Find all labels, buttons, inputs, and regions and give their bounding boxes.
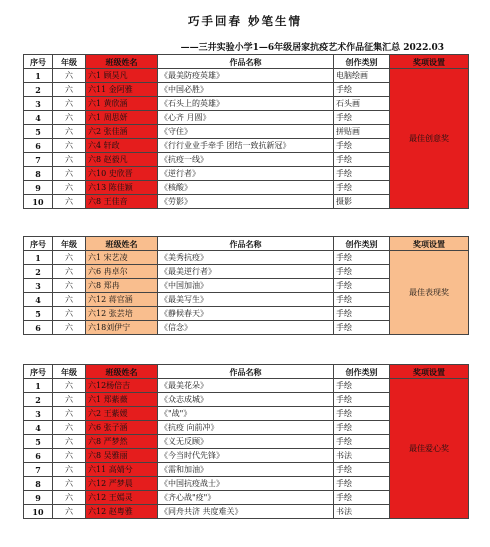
- header-work: 作品名称: [158, 365, 334, 379]
- row-type: 手绘: [334, 83, 390, 97]
- header-class-name: 班级姓名: [86, 237, 158, 251]
- row-class-name: 六1 宋艺凌: [86, 251, 158, 265]
- award-table-1: [23, 54, 469, 209]
- header-type: 创作类别: [334, 55, 390, 69]
- row-class-name: 六8 王佳音: [86, 195, 158, 209]
- row-work-title: 《今当时代先锋》: [158, 449, 334, 463]
- row-class-name: 六1 黄欣涵: [86, 97, 158, 111]
- row-work-title: 《最美写生》: [158, 293, 334, 307]
- row-class-name: 六6 张子涵: [86, 421, 158, 435]
- header-award: 奖项设置: [390, 237, 469, 251]
- row-work-title: 《最美花朵》: [158, 379, 334, 393]
- row-class-name: 六2 王紫媛: [86, 407, 158, 421]
- header-award: 奖项设置: [390, 365, 469, 379]
- row-type: 手绘: [334, 307, 390, 321]
- row-work-title: 《中国必胜》: [158, 83, 334, 97]
- row-class-name: 六8 赵毅凡: [86, 153, 158, 167]
- row-work-title: 《最美逆行者》: [158, 265, 334, 279]
- row-work-title: 《行行业业手牵手 团结一致抗新冠》: [158, 139, 334, 153]
- row-grade: 六: [53, 407, 86, 421]
- header-grade: 年级: [53, 365, 86, 379]
- row-class-name: 六8 郑冉: [86, 279, 158, 293]
- row-type: 手绘: [334, 463, 390, 477]
- row-work-title: 《齐心战"疫"》: [158, 491, 334, 505]
- row-type: 手绘: [334, 251, 390, 265]
- row-number: 1: [24, 69, 53, 83]
- header-grade: 年级: [53, 237, 86, 251]
- award-table-3: [23, 364, 469, 519]
- row-number: 6: [24, 449, 53, 463]
- header-seq: 序号: [24, 365, 53, 379]
- row-number: 10: [24, 195, 53, 209]
- header-award: 奖项设置: [390, 55, 469, 69]
- header-row: [24, 365, 469, 379]
- row-work-title: 《美秀抗疫》: [158, 251, 334, 265]
- row-number: 4: [24, 421, 53, 435]
- row-work-title: 《信念》: [158, 321, 334, 335]
- row-work-title: 《心齐 月圆》: [158, 111, 334, 125]
- row-number: 5: [24, 435, 53, 449]
- row-type: 手绘: [334, 181, 390, 195]
- row-grade: 六: [53, 97, 86, 111]
- row-class-name: 六1 周思妍: [86, 111, 158, 125]
- row-work-title: 《抗疫 向前冲》: [158, 421, 334, 435]
- row-type: 手绘: [334, 393, 390, 407]
- row-grade: 六: [53, 449, 86, 463]
- row-number: 10: [24, 505, 53, 519]
- row-grade: 六: [53, 491, 86, 505]
- row-grade: 六: [53, 125, 86, 139]
- row-work-title: 《中国加油》: [158, 279, 334, 293]
- award-name: 最佳表现奖: [390, 251, 469, 335]
- header-type: 创作类别: [334, 237, 390, 251]
- row-class-name: 六12 严梦晨: [86, 477, 158, 491]
- row-grade: 六: [53, 505, 86, 519]
- row-type: 手绘: [334, 379, 390, 393]
- header-seq: 序号: [24, 237, 53, 251]
- row-class-name: 六6 冉卓尔: [86, 265, 158, 279]
- row-type: 手绘: [334, 111, 390, 125]
- row-grade: 六: [53, 251, 86, 265]
- table-row: [24, 251, 469, 265]
- row-work-title: 《石头上的英雄》: [158, 97, 334, 111]
- row-grade: 六: [53, 279, 86, 293]
- row-type: 手绘: [334, 265, 390, 279]
- header-work: 作品名称: [158, 237, 334, 251]
- row-type: 手绘: [334, 321, 390, 335]
- row-number: 2: [24, 393, 53, 407]
- row-number: 5: [24, 125, 53, 139]
- row-work-title: 《静候春天》: [158, 307, 334, 321]
- row-grade: 六: [53, 379, 86, 393]
- row-type: 手绘: [334, 153, 390, 167]
- row-class-name: 六8 吴雅丽: [86, 449, 158, 463]
- table-row: [24, 379, 469, 393]
- row-class-name: 六18刘伊宁: [86, 321, 158, 335]
- row-work-title: 《核酸》: [158, 181, 334, 195]
- row-type: 书法: [334, 449, 390, 463]
- row-grade: 六: [53, 393, 86, 407]
- row-type: 手绘: [334, 139, 390, 153]
- row-number: 3: [24, 407, 53, 421]
- row-grade: 六: [53, 477, 86, 491]
- row-grade: 六: [53, 83, 86, 97]
- row-type: 手绘: [334, 167, 390, 181]
- row-number: 2: [24, 83, 53, 97]
- row-number: 7: [24, 463, 53, 477]
- header-row: [24, 55, 469, 69]
- header-work: 作品名称: [158, 55, 334, 69]
- row-grade: 六: [53, 293, 86, 307]
- row-grade: 六: [53, 69, 86, 83]
- header-type: 创作类别: [334, 365, 390, 379]
- row-class-name: 六12杨倍吉: [86, 379, 158, 393]
- award-name: 最佳爱心奖: [390, 379, 469, 519]
- row-work-title: 《劳影》: [158, 195, 334, 209]
- row-work-title: 《逆行者》: [158, 167, 334, 181]
- award-name: 最佳创意奖: [390, 69, 469, 209]
- row-class-name: 六1 郑紫薇: [86, 393, 158, 407]
- row-class-name: 六8 严梦然: [86, 435, 158, 449]
- row-class-name: 六1 顾昊凡: [86, 69, 158, 83]
- row-type: 手绘: [334, 491, 390, 505]
- row-grade: 六: [53, 167, 86, 181]
- row-number: 1: [24, 251, 53, 265]
- row-work-title: 《需和加油》: [158, 463, 334, 477]
- row-grade: 六: [53, 307, 86, 321]
- row-number: 4: [24, 111, 53, 125]
- row-class-name: 六12 张芸培: [86, 307, 158, 321]
- row-work-title: 《抗疫一线》: [158, 153, 334, 167]
- header-seq: 序号: [24, 55, 53, 69]
- row-number: 9: [24, 181, 53, 195]
- row-type: 电脑绘画: [334, 69, 390, 83]
- row-type: 手绘: [334, 421, 390, 435]
- row-number: 8: [24, 477, 53, 491]
- row-work-title: 《最美防疫英雄》: [158, 69, 334, 83]
- row-type: 书法: [334, 505, 390, 519]
- row-grade: 六: [53, 421, 86, 435]
- row-number: 6: [24, 321, 53, 335]
- row-number: 8: [24, 167, 53, 181]
- row-type: 手绘: [334, 407, 390, 421]
- row-grade: 六: [53, 265, 86, 279]
- row-class-name: 六13 陈佳颖: [86, 181, 158, 195]
- row-number: 3: [24, 279, 53, 293]
- row-grade: 六: [53, 463, 86, 477]
- row-class-name: 六2 张佳涵: [86, 125, 158, 139]
- row-number: 7: [24, 153, 53, 167]
- row-class-name: 六12 赵粤雅: [86, 505, 158, 519]
- header-class-name: 班级姓名: [86, 55, 158, 69]
- header-row: [24, 237, 469, 251]
- row-class-name: 六11 高婧兮: [86, 463, 158, 477]
- row-number: 3: [24, 97, 53, 111]
- row-grade: 六: [53, 321, 86, 335]
- award-table-2: [23, 236, 469, 335]
- row-work-title: 《守住》: [158, 125, 334, 139]
- row-work-title: 《义无反顾》: [158, 435, 334, 449]
- row-type: 手绘: [334, 477, 390, 491]
- row-number: 1: [24, 379, 53, 393]
- row-type: 拼贴画: [334, 125, 390, 139]
- header-grade: 年级: [53, 55, 86, 69]
- row-number: 9: [24, 491, 53, 505]
- row-number: 5: [24, 307, 53, 321]
- row-grade: 六: [53, 195, 86, 209]
- table-row: [24, 69, 469, 83]
- row-grade: 六: [53, 153, 86, 167]
- row-number: 4: [24, 293, 53, 307]
- row-class-name: 六10 史欣晋: [86, 167, 158, 181]
- row-work-title: 《中国抗疫战士》: [158, 477, 334, 491]
- row-grade: 六: [53, 181, 86, 195]
- row-class-name: 六11 金阿雅: [86, 83, 158, 97]
- row-work-title: 《"战"》: [158, 407, 334, 421]
- row-class-name: 六4 轩政: [86, 139, 158, 153]
- row-class-name: 六12 蒋官涵: [86, 293, 158, 307]
- row-grade: 六: [53, 139, 86, 153]
- row-type: 石头画: [334, 97, 390, 111]
- row-class-name: 六12 王嫣灵: [86, 491, 158, 505]
- header-class-name: 班级姓名: [86, 365, 158, 379]
- document-title: 巧手回春 妙笔生情: [187, 14, 302, 28]
- row-grade: 六: [53, 435, 86, 449]
- row-work-title: 《众志成城》: [158, 393, 334, 407]
- row-type: 手绘: [334, 435, 390, 449]
- row-type: 摄影: [334, 195, 390, 209]
- row-number: 6: [24, 139, 53, 153]
- row-type: 手绘: [334, 279, 390, 293]
- document-subtitle: ——三井实验小学1—6年级居家抗疫艺术作品征集汇总 2022.03: [180, 43, 444, 53]
- row-grade: 六: [53, 111, 86, 125]
- row-work-title: 《同舟共济 共度难关》: [158, 505, 334, 519]
- row-number: 2: [24, 265, 53, 279]
- row-type: 手绘: [334, 293, 390, 307]
